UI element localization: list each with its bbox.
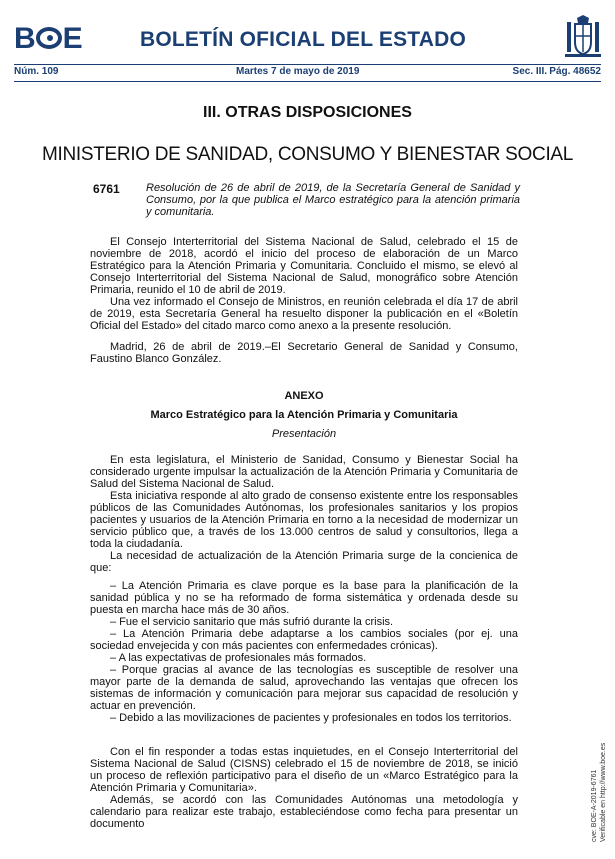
section-heading: III. OTRAS DISPOSICIONES [203, 104, 412, 121]
list-item: – Porque gracias al avance de las tecnologías es susceptible de resolver una mayor parte de la demanda de salud, aprovechando las ventajas que ofrecen los sistemas de información y comunicación para mejorar sus capacidad de resolución y actuar en prevención. [90, 664, 518, 712]
boe-logo: B E [14, 22, 82, 55]
paragraph: Con el fin responder a todas estas inquietudes, en el Consejo Interterritorial del Sistema Nacional de Salud (CISNS) celebrado el 15 de noviembre de 2018, se inició un proceso de reflexión participativo para el diseño de un «Marco Estratégico para la Atención Primaria y Comunitaria». [90, 746, 518, 794]
cve-code: cve: BOE-A-2019-6761 [591, 769, 598, 842]
closing-block [90, 746, 518, 830]
intro-block [90, 236, 518, 365]
list-item: – Fue el servicio sanitario que más sufrió durante la crisis. [110, 616, 394, 628]
coat-of-arms-icon [565, 14, 601, 60]
paragraph: Esta iniciativa responde al alto grado de consenso existente entre los responsables públicos de las Comunidades Autónomas, los profesionales sanitarios y los propios pacientes y usuarios de la Atención Primaria en torno a la necesidad de modernizar un servicio público que, a través de los 13.000 centros de salud y consultorios, llega a toda la ciudadanía. [90, 490, 518, 550]
section-label: Sec. III. [512, 66, 547, 77]
list-item: – La Atención Primaria es clave porque es la base para la planificación de la sanidad pública y no se ha reformado de forma sistemática y ordenada desde su puesta en marcha hace más de 30 años. [90, 580, 518, 616]
verification-sidebar [589, 714, 609, 844]
presentation-heading: Presentación [271, 428, 337, 440]
annex-block [90, 390, 518, 440]
paragraph: Una vez informado el Consejo de Ministros, en reunión celebrada el día 17 de abril de 2019, esta Secretaría General ha resuelto disponer la publicación en el «Boletín Oficial del Estado» del citado marco como anexo a la presente resolución. [90, 296, 518, 332]
issue-date: Martes 7 de mayo de 2019 [236, 66, 360, 77]
paragraph: Además, se acordó con las Comunidades Autónomas una metodología y calendario para realizar este trabajo, estableciéndose como fecha para presentar un documento [90, 794, 518, 830]
paragraph: La necesidad de actualización de la Atención Primaria surge de la concienica de que: [90, 550, 518, 574]
paragraph: En esta legislatura, el Ministerio de Sanidad, Consumo y Bienestar Social ha considerado urgente impulsar la actualización de la Atención Primaria y Comunitaria de Salud del Sistema Nacional de Salud. [90, 454, 518, 490]
page-header [14, 14, 601, 62]
signature-paragraph: Madrid, 26 de abril de 2019.–El Secretario General de Sanidad y Consumo, Faustino Blanco González. [90, 341, 518, 365]
issue-info-bar [14, 64, 601, 82]
presentation-block [90, 454, 518, 574]
page-number: Pág. 48652 [549, 66, 601, 77]
annex-heading: ANEXO [284, 390, 324, 402]
paragraph: El Consejo Interterritorial del Sistema Nacional de Salud, celebrado el 15 de noviembre de 2018, acordó el inicio del proceso de elaboración de un Marco Estratégico para la Atención Primaria y Comunitaria. Concluido el mismo, se elevó al Consejo Interterritorial del Sistema Nacional de Salud, monográfico sobre Atención Primaria, reunido el 10 de abril de 2019. [90, 236, 518, 296]
gazette-title: BOLETÍN OFICIAL DEL ESTADO [140, 28, 467, 51]
ministry-heading: MINISTERIO DE SANIDAD, CONSUMO Y BIENESTAR SOCIAL [41, 144, 574, 165]
list-item: – La Atención Primaria debe adaptarse a los cambios sociales (por ej. una sociedad envejecida y con más pacientes con enfermedades crónicas). [90, 628, 518, 652]
bullet-list [90, 580, 518, 724]
annex-title: Marco Estratégico para la Atención Primaria y Comunitaria [150, 409, 458, 421]
list-item: – A las expectativas de profesionales más formados. [110, 652, 367, 664]
verification-link[interactable]: Verificable en http://www.boe.es [600, 742, 607, 842]
document-number: 6761 [93, 182, 120, 196]
list-item: – Debido a las movilizaciones de pacientes y profesionales en todos los territorios. [110, 712, 512, 724]
resolution-summary: Resolución de 26 de abril de 2019, de la Secretaría General de Sanidad y Consumo, por la que publica el Marco estratégico para la atención primaria y comunitaria. [146, 182, 520, 218]
issue-number: Núm. 109 [14, 66, 59, 77]
